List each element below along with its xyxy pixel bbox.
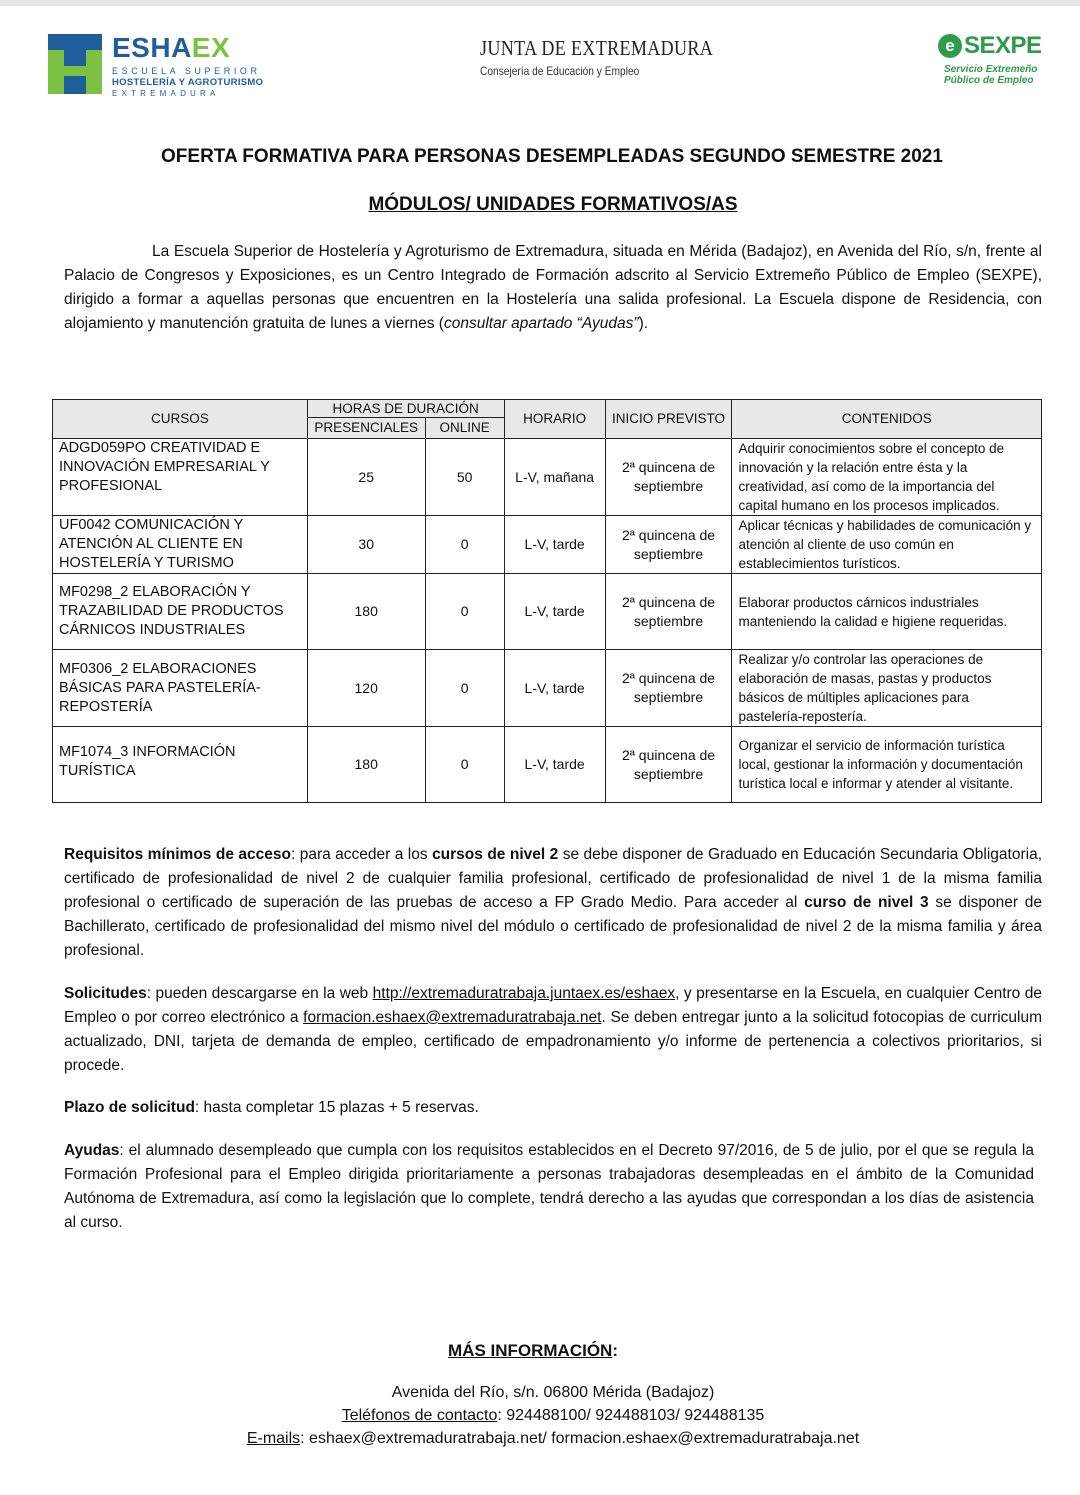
course-schedule: L-V, tarde <box>504 650 605 727</box>
sexpe-e-icon: e <box>938 34 962 58</box>
course-schedule: L-V, tarde <box>504 727 605 803</box>
eshaex-sub1: ESCUELA SUPERIOR <box>112 66 261 76</box>
course-contents: Adquirir conocimientos sobre el concepto de innovación y la relación entre ésta y la creatividad, así como de la importancia del capital humano en los procesos implicados. <box>732 439 1042 516</box>
email-link[interactable]: formacion.eshaex@extremaduratrabaja.net <box>303 1009 602 1026</box>
header-cursos: CURSOS <box>53 400 308 439</box>
solicitudes-paragraph: Solicitudes: pueden descargarse en la web http://extremaduratrabaja.juntaex.es/eshaex, y presentarse en la Escuela, en cualquier Centro de Empleo o por correo electrónico a formacion.eshaex@extremaduratrabaja.net. Se deben entregar junto a la solicitud fotocopias de curriculum actualizado, DNI, tarjeta de demanda de empleo, certificado de empadronamiento y/o informe de pertenencia a colectivos prioritarios, si procede. <box>64 985 1043 1074</box>
sexpe-name: SEXPE <box>964 32 1042 59</box>
course-contents: Realizar y/o controlar las operaciones de elaboración de masas, pastas y productos básicos de múltiples aplicaciones para pastelería-repostería. <box>732 650 1042 727</box>
course-contents: Elaborar productos cárnicos industriales manteniendo la calidad e higiene requeridas. <box>732 574 1042 650</box>
table-row <box>53 727 1042 803</box>
table-row <box>53 516 1042 574</box>
course-hours-online: 50 <box>425 439 504 516</box>
courses-table <box>52 399 1042 803</box>
header-online: ONLINE <box>425 418 504 439</box>
course-start: 2ª quincena de septiembre <box>605 574 732 650</box>
course-schedule: L-V, tarde <box>504 574 605 650</box>
table-row <box>53 650 1042 727</box>
intro-paragraph: La Escuela Superior de Hostelería y Agroturismo de Extremadura, situada en Mérida (Badajoz), en Avenida del Río, s/n, frente al Palacio de Congresos y Exposiciones, es un Centro Integrado de Formación adscrito al Servicio Extremeño Público de Empleo (SEXPE), dirigido a formar a aquellas personas que encuentren en la Hostelería una salida profesional. La Escuela dispone de Residencia, con alojamiento y manutención gratuita de lunes a viernes (consultar apartado “Ayudas”). <box>64 243 1042 332</box>
course-name: UF0042 COMUNICACIÓN Y ATENCIÓN AL CLIENTE EN HOSTELERÍA Y TURISMO <box>53 516 308 574</box>
address-line: Avenida del Río, s/n. 06800 Mérida (Badajoz) <box>391 1384 715 1401</box>
course-hours-online: 0 <box>425 650 504 727</box>
course-start: 2ª quincena de septiembre <box>605 650 732 727</box>
ayudas-paragraph: Ayudas: el alumnado desempleado que cumpla con los requisitos establecidos en el Decreto 97/2016, de 5 de julio, por el que se regula la Formación Profesional para el Empleo dirigida prioritariamente a personas trabajadoras desempleadas en el ámbito de la Comunidad Autónoma de Extremadura, así como la legislación que lo complete, tendrá derecho a las ayudas que correspondan a los días de asistencia al curso. <box>64 1142 1034 1231</box>
course-start: 2ª quincena de septiembre <box>605 516 732 574</box>
requisitos-paragraph: Requisitos mínimos de acceso: para acceder a los cursos de nivel 2 se debe disponer de Graduado en Educación Secundaria Obligatoria, certificado de profesionalidad de nivel 2 de cualquier familia profesional, certificado de profesionalidad de nivel 1 de la misma familia profesional o certificado de superación de las pruebas de acceso a FP Grado Medio. Para acceder al curso de nivel 3 se disponer de Bachillerato, certificado de profesionalidad del mismo nivel del módulo o certificado de profesionalidad de nivel 2 de la misma familia y área profesional. <box>64 846 1042 959</box>
header-inicio: INICIO PREVISTO <box>605 400 732 439</box>
course-contents: Aplicar técnicas y habilidades de comunicación y atención al cliente de uso común en establecimientos turísticos. <box>732 516 1042 574</box>
course-name: MF1074_3 INFORMACIÓN TURÍSTICA <box>53 727 308 803</box>
table-row <box>53 574 1042 650</box>
eshaex-mark-icon <box>48 34 102 94</box>
top-edge-bar <box>0 0 1080 6</box>
sexpe-sub1: Servicio Extremeño <box>944 64 1038 75</box>
eshaex-sub3: EXTREMADURA <box>112 89 220 98</box>
course-hours-online: 0 <box>425 727 504 803</box>
page-title: OFERTA FORMATIVA PARA PERSONAS DESEMPLEADAS SEGUNDO SEMESTRE 2021 <box>161 146 943 167</box>
course-hours-presenciales: 180 <box>307 727 425 803</box>
course-contents: Organizar el servicio de información turística local, gestionar la información y documentación turística local e informar y atender al visitante. <box>732 727 1042 803</box>
junta-subtitle: Consejería de Educación y Empleo <box>480 64 640 78</box>
header-presenciales: PRESENCIALES <box>307 418 425 439</box>
eshaex-logo <box>48 34 288 98</box>
course-hours-online: 0 <box>425 574 504 650</box>
header-contenidos: CONTENIDOS <box>732 400 1042 439</box>
header-horas: HORAS DE DURACIÓN <box>307 400 504 418</box>
course-hours-online: 0 <box>425 516 504 574</box>
sexpe-sub2: Público de Empleo <box>944 75 1034 86</box>
course-name: ADGD059PO CREATIVIDAD E INNOVACIÓN EMPRESARIAL Y PROFESIONAL <box>53 439 308 516</box>
header-horario: HORARIO <box>504 400 605 439</box>
eshaex-sub2: HOSTELERÍA Y AGROTURISMO <box>112 77 264 88</box>
course-start: 2ª quincena de septiembre <box>605 439 732 516</box>
emails-line: E-mails: eshaex@extremaduratrabaja.net/ formacion.eshaex@extremaduratrabaja.net <box>246 1430 860 1447</box>
junta-logo <box>480 36 714 78</box>
table-row <box>53 439 1042 516</box>
junta-title: JUNTA DE EXTREMADURA <box>480 36 714 60</box>
course-name: MF0298_2 ELABORACIÓN Y TRAZABILIDAD DE PRODUCTOS CÁRNICOS INDUSTRIALES <box>53 574 308 650</box>
sexpe-logo <box>936 32 1046 92</box>
plazo-paragraph: Plazo de solicitud: hasta completar 15 plazas + 5 reservas. <box>64 1099 479 1116</box>
course-hours-presenciales: 180 <box>307 574 425 650</box>
more-info-title: MÁS INFORMACIÓN: <box>448 1341 618 1360</box>
course-hours-presenciales: 30 <box>307 516 425 574</box>
course-name: MF0306_2 ELABORACIONES BÁSICAS PARA PASTELERÍA-REPOSTERÍA <box>53 650 308 727</box>
course-schedule: L-V, tarde <box>504 516 605 574</box>
course-start: 2ª quincena de septiembre <box>605 727 732 803</box>
phones-line: Teléfonos de contacto: 924488100/ 924488103/ 924488135 <box>341 1407 765 1424</box>
eshaex-name: ESHAEX <box>112 32 231 63</box>
course-hours-presenciales: 25 <box>307 439 425 516</box>
web-link[interactable]: http://extremaduratrabaja.juntaex.es/eshaex <box>372 985 676 1002</box>
course-schedule: L-V, mañana <box>504 439 605 516</box>
page-subtitle: MÓDULOS/ UNIDADES FORMATIVOS/AS <box>368 194 738 215</box>
course-hours-presenciales: 120 <box>307 650 425 727</box>
